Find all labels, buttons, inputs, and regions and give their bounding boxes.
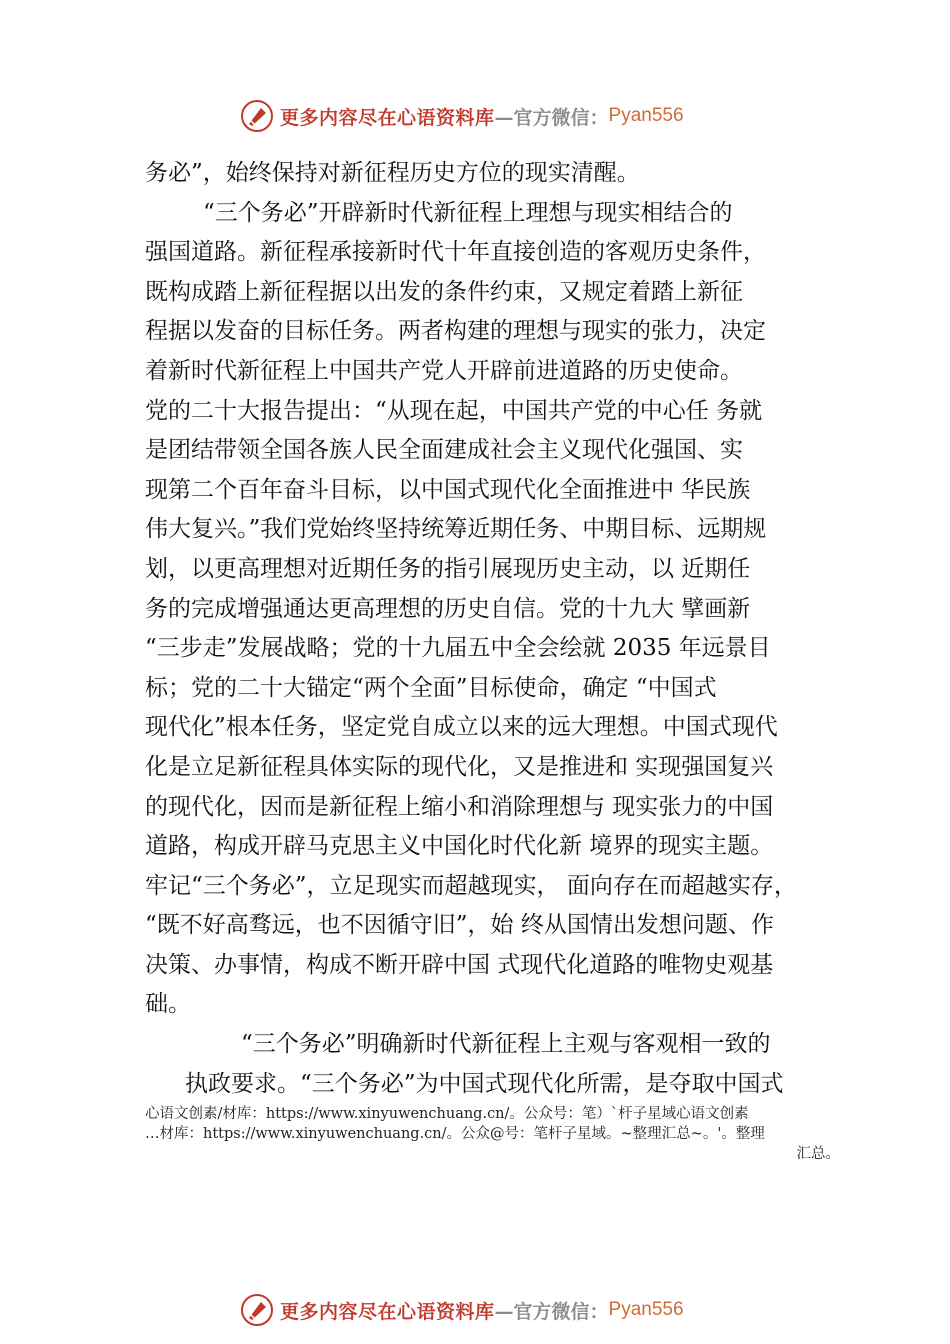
footnote-line: 汇总。: [796, 1146, 840, 1162]
body-line: 决策、办事情，构成不断开辟中国 式现代化道路的唯物史观基: [145, 951, 774, 978]
header-wechat-label: —官方微信：: [494, 106, 609, 129]
body-line: 党的二十大报告提出：“从现在起，中国共产党的中心任 务就: [145, 397, 763, 424]
body-line: 化是立足新征程具体实际的现代化，又是推进和 实现强国复兴: [145, 753, 774, 780]
body-line: 牢记“三个务必”，立足现实而超越现实， 面向存在而超越实存，: [145, 872, 797, 899]
body-line: 划，以更高理想对近期任务的指引展现历史主动，以 近期任: [145, 555, 751, 582]
footer-site-name: 更多内容尽在心语资料库: [280, 1300, 495, 1323]
body-line: “既不好高骛远，也不因循守旧”，始 终从国情出发想问题、作: [145, 912, 774, 939]
header-banner: [240, 96, 684, 136]
body-line: 伟大复兴。”我们党始终坚持统筹近期任务、中期目标、远期规: [145, 516, 767, 543]
body-line: 是团结带领全国各族人民全面建成社会主义现代化强国、实: [145, 437, 743, 464]
body-line: “三个务必”明确新时代新征程上主观与客观相一致的: [241, 1031, 771, 1058]
body-line: 标；党的二十大锚定“两个全面”目标使命，确定 “中国式: [145, 674, 717, 701]
body-line: 的现代化，因而是新征程上缩小和消除理想与 现实张力的中国: [145, 793, 774, 820]
header-wechat-account: Pyan556: [608, 105, 684, 126]
footer-wechat-label: —官方微信：: [494, 1300, 609, 1323]
source-footnote: [145, 1104, 840, 1164]
body-line: 着新时代新征程上中国共产党人开辟前进道路的历史使命。: [145, 357, 743, 384]
body-line: 务必”，始终保持对新征程历史方位的现实清醒。: [145, 160, 640, 186]
footer-wechat-account: Pyan556: [608, 1299, 684, 1320]
footnote-line: …材库：https://www.xinyuwenchuang.cn/。公众@号：笔杆子星域。~整理汇总~。'。整理: [145, 1126, 765, 1142]
footer-banner: [240, 1290, 684, 1330]
body-line: 道路，构成开辟马克思主义中国化时代化新 境界的现实主题。: [145, 833, 774, 860]
footnote-line: 心语文创素/材库：https://www.xinyuwenchuang.cn/。公众号：笔）`杆子星域心语文创素: [145, 1106, 749, 1122]
body-line: 强国道路。新征程承接新时代十年直接创造的客观历史条件，: [145, 239, 766, 266]
body-line: “三步走”发展战略；党的十九届五中全会绘就 2035 年远景目: [145, 635, 771, 662]
pen-nib-icon: [240, 1293, 274, 1327]
body-line: “三个务必”开辟新时代新征程上理想与现实相结合的: [203, 199, 733, 226]
body-line: 现代化”根本任务，坚定党自成立以来的远大理想。中国式现代: [145, 714, 778, 741]
document-body: [145, 154, 835, 1104]
body-line: 础。: [145, 991, 191, 1018]
body-line: 既构成踏上新征程据以出发的条件约束，又规定着踏上新征: [145, 278, 743, 305]
body-line: 程据以发奋的目标任务。两者构建的理想与现实的张力，决定: [145, 318, 766, 345]
body-line: 现第二个百年奋斗目标，以中国式现代化全面推进中 华民族: [145, 476, 751, 503]
body-line: 务的完成增强通达更高理想的历史自信。党的十九大 擘画新: [145, 595, 751, 622]
pen-nib-icon: [240, 99, 274, 133]
body-line: 执政要求。“三个务必”为中国式现代化所需，是夺取中国式: [185, 1070, 784, 1097]
header-site-name: 更多内容尽在心语资料库: [280, 106, 495, 129]
